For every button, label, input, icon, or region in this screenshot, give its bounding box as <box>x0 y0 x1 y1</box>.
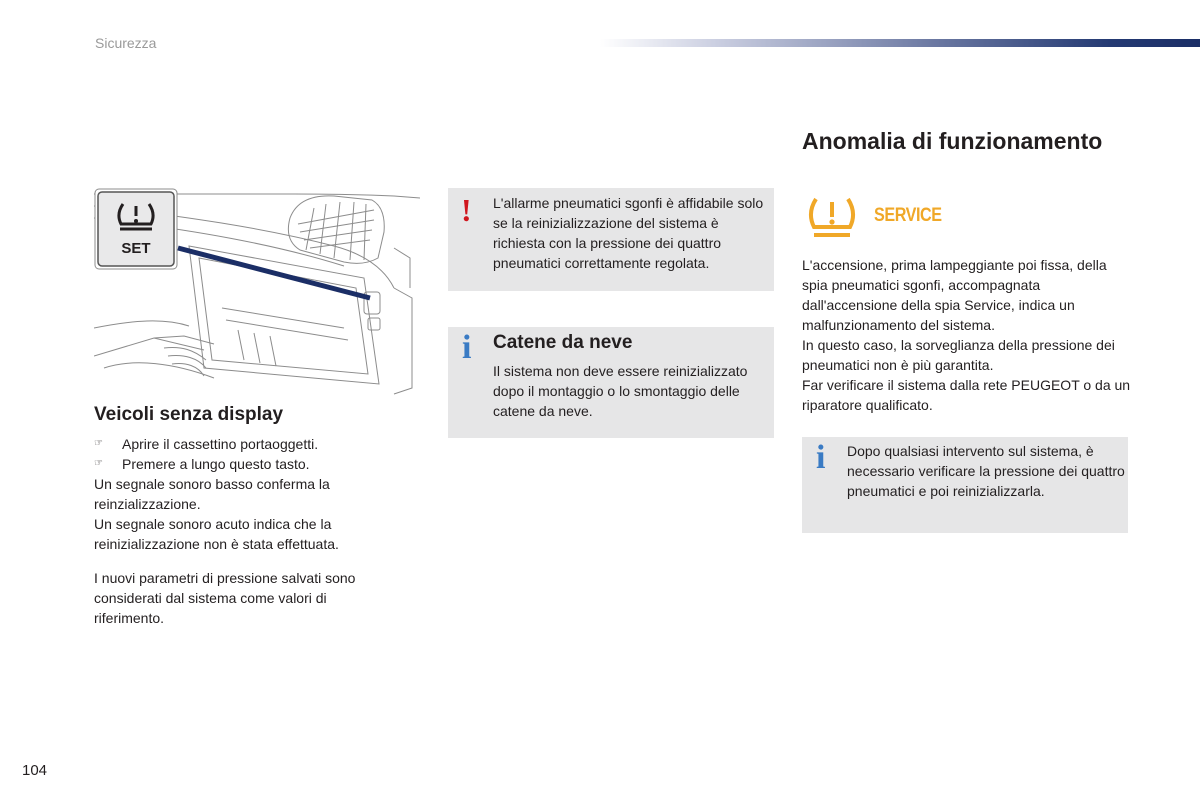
glovebox-illustration <box>94 188 420 396</box>
reinit-info-text: Dopo qualsiasi intervento sul sistema, è necessario verificare la pressione dei quattro pneumatici e poi reinizializzarla. <box>847 443 1125 499</box>
exclamation-icon: ! <box>461 192 472 228</box>
info-icon: i <box>816 439 826 476</box>
service-warning-label: SERVICE <box>874 205 942 226</box>
chains-info-box <box>448 327 774 438</box>
steps-list <box>94 434 394 474</box>
malfunction-description <box>802 255 1132 415</box>
chains-title: Catene da neve <box>493 332 633 353</box>
hand-pointer-icon: ☞ <box>94 438 103 449</box>
section-heading-veicoli: Veicoli senza display <box>94 404 284 425</box>
set-button-label: SET <box>121 240 151 257</box>
paragraph-monitoring: In questo caso, la sorveglianza della pressione dei pneumatici non è più garantita. <box>802 337 1115 373</box>
header-bar <box>600 39 1200 47</box>
section-heading-anomalia: Anomalia di funzionamento <box>802 128 1103 154</box>
list-item: ☞ Premere a lungo questo tasto. <box>94 456 310 472</box>
paragraph-low-beep: Un segnale sonoro basso conferma la reinzializzazione. <box>94 476 330 512</box>
paragraph-new-parameters: I nuovi parametri di pressione salvati sono considerati dal sistema come valori di riferimento. <box>94 570 356 626</box>
reinit-info-box <box>802 437 1128 533</box>
paragraph-malfunction: L'accensione, prima lampeggiante poi fissa, della spia pneumatici sgonfi, accompagnata dall'accensione della spia Service, indica un malfunzionamento del sistema. <box>802 257 1107 333</box>
hand-pointer-icon: ☞ <box>94 458 103 469</box>
paragraph-high-beep: Un segnale sonoro acuto indica che la reinizializzazione non è stata effettuata. <box>94 516 339 552</box>
info-icon: i <box>462 329 472 366</box>
section-title: Sicurezza <box>95 35 157 51</box>
tpms-warning-icon <box>806 195 858 241</box>
warning-box <box>448 188 774 291</box>
chains-text: Il sistema non deve essere reinizializzato dopo il montaggio o lo smontaggio delle catene da neve. <box>493 363 748 419</box>
list-item: ☞ Aprire il cassettino portaoggetti. <box>94 436 319 452</box>
page-number: 104 <box>22 762 48 779</box>
warning-text: L'allarme pneumatici sgonfi è affidabile solo se la reinizializzazione del sistema è richiesta con la pressione dei quattro pneumatici correttamente regolata. <box>493 195 764 271</box>
paragraph-verify: Far verificare il sistema dalla rete PEUGEOT o da un riparatore qualificato. <box>802 377 1131 413</box>
